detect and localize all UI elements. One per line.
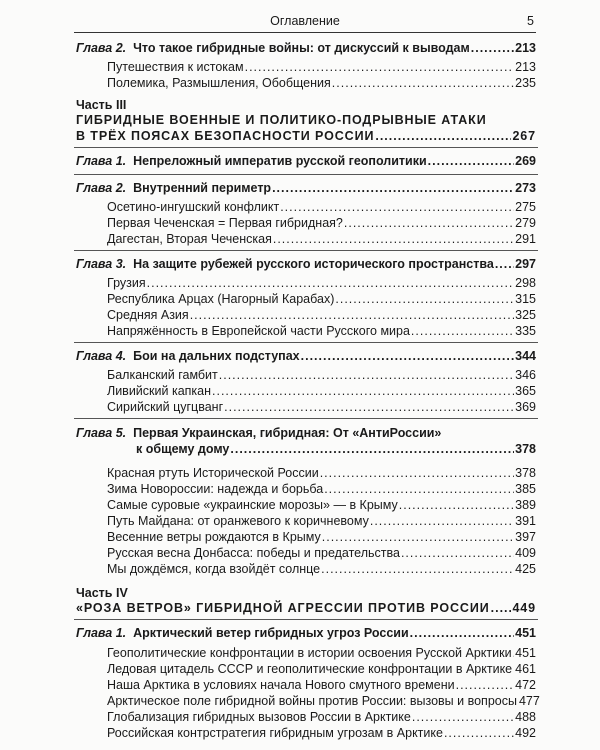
chapter-label: Глава 3. [76, 257, 127, 271]
page-number: 325 [515, 308, 536, 322]
chapter-title: На защите рубежей русского исторического пространства [133, 257, 494, 271]
section-title: Наша Арктика в условиях начала Нового смутного времени [107, 678, 455, 692]
leader-dots [491, 601, 512, 616]
toc-chapter-entry[interactable] [76, 154, 536, 169]
leader-dots [412, 710, 514, 725]
toc-section-entry[interactable] [107, 200, 536, 215]
toc-section-entry[interactable] [107, 726, 536, 741]
section-title: Полемика, Размышления, Обобщения [107, 76, 331, 90]
page-number: 365 [515, 384, 536, 398]
section-title: Мы дождёмся, когда взойдёт солнце [107, 562, 321, 576]
page-number: 297 [515, 257, 536, 271]
page-number: 346 [515, 368, 536, 382]
part-title-line2: В ТРЁХ ПОЯСАХ БЕЗОПАСНОСТИ РОССИИ [76, 129, 375, 143]
toc-section-entry[interactable] [107, 368, 536, 383]
part-title-entry[interactable] [76, 129, 536, 144]
leader-dots [219, 368, 514, 383]
section-title: Ливийский капкан [107, 384, 212, 398]
section-title: Зима Новороссии: надежда и борьба [107, 482, 324, 496]
section-title: Сирийский цугцванг [107, 400, 224, 414]
separator-line [74, 342, 538, 343]
leader-dots [513, 646, 515, 661]
leader-dots [301, 349, 515, 364]
chapter-title: Внутренний периметр [133, 181, 272, 195]
toc-section-entry[interactable] [107, 232, 536, 247]
section-title: Первая Чеченская = Первая гибридная? [107, 216, 343, 230]
section-title: Красная ртуть Исторической России [107, 466, 319, 480]
toc-chapter-entry[interactable] [76, 257, 536, 272]
leader-dots [375, 129, 511, 144]
page-number: 269 [515, 154, 536, 168]
leader-dots [273, 232, 514, 247]
page-number: 344 [515, 349, 536, 363]
leader-dots [399, 498, 514, 513]
leader-dots [272, 181, 514, 196]
toc-chapter-entry[interactable] [76, 349, 536, 364]
toc-section-entry[interactable] [107, 324, 536, 339]
page-number: 409 [515, 546, 536, 560]
leader-dots [332, 76, 514, 91]
leader-dots [456, 678, 515, 693]
separator-line [74, 174, 538, 175]
toc-chapter-entry[interactable] [76, 426, 536, 441]
part-title: «РОЗА ВЕТРОВ» ГИБРИДНОЙ АГРЕССИИ ПРОТИВ РОССИИ [76, 601, 490, 615]
running-header [74, 12, 536, 33]
header-page-number: 5 [527, 14, 534, 28]
leader-dots [324, 482, 514, 497]
section-title: Осетино-ингушский конфликт [107, 200, 280, 214]
leader-dots [245, 60, 515, 75]
toc-section-entry[interactable] [107, 562, 536, 577]
toc-section-entry[interactable] [107, 292, 536, 307]
toc-section-entry[interactable] [107, 710, 536, 725]
toc-section-entry[interactable] [107, 646, 536, 661]
leader-dots [335, 292, 514, 307]
part-label: Часть III [76, 98, 127, 112]
page-number: 385 [515, 482, 536, 496]
page-number: 275 [515, 200, 536, 214]
section-title: Российская контрстратегия гибридным угрозам в Арктике [107, 726, 443, 740]
section-title: Республика Арцах (Нагорный Карабах) [107, 292, 335, 306]
page-number: 477 [518, 694, 540, 708]
leader-dots [212, 384, 514, 399]
toc-section-entry[interactable] [107, 76, 536, 91]
page-number: 235 [515, 76, 536, 90]
section-title: Весенние ветры рождаются в Крыму [107, 530, 321, 544]
page-number: 488 [515, 710, 536, 724]
toc-section-entry[interactable] [107, 530, 536, 545]
leader-dots [428, 154, 514, 169]
section-title: Ледовая цитадель СССР и геополитические конфронтации в Арктике [107, 662, 513, 676]
toc-section-entry[interactable] [107, 466, 536, 481]
toc-section-entry[interactable] [107, 662, 536, 677]
toc-section-entry[interactable] [107, 308, 536, 323]
page-number: 213 [515, 60, 536, 74]
page-number: 472 [515, 678, 536, 692]
page-number: 391 [515, 514, 536, 528]
leader-dots [320, 466, 514, 481]
toc-section-entry[interactable] [107, 546, 536, 561]
separator-line [74, 619, 538, 620]
toc-section-entry[interactable] [107, 694, 540, 709]
leader-dots [344, 216, 514, 231]
page-number: 213 [515, 41, 536, 55]
chapter-title-line1: Первая Украинская, гибридная: От «АнтиРоссии» [133, 426, 442, 440]
section-title: Путешествия к истокам [107, 60, 244, 74]
page-number: 298 [515, 276, 536, 290]
page-number: 389 [515, 498, 536, 512]
leader-dots [224, 400, 514, 415]
toc-section-entry[interactable] [107, 216, 536, 231]
section-title: Глобализация гибридных вызовов России в Арктике [107, 710, 411, 724]
page-number: 397 [515, 530, 536, 544]
leader-dots [230, 442, 514, 457]
part-title-line1: ГИБРИДНЫЕ ВОЕННЫЕ И ПОЛИТИКО-ПОДРЫВНЫЕ АТАКИ [76, 113, 487, 127]
page-number: 267 [512, 129, 536, 143]
chapter-title: Арктический ветер гибридных угроз России [133, 626, 409, 640]
page-number: 335 [515, 324, 536, 338]
toc-chapter-entry-continued[interactable] [136, 442, 536, 457]
toc-section-entry[interactable] [107, 514, 536, 529]
section-title: Геополитические конфронтации в истории освоения Русской Арктики [107, 646, 512, 660]
leader-dots [410, 626, 514, 641]
page-number: 369 [515, 400, 536, 414]
leader-dots [280, 200, 514, 215]
chapter-title: Бои на дальних подступах [133, 349, 300, 363]
toc-section-entry[interactable] [107, 498, 536, 513]
section-title: Балканский гамбит [107, 368, 218, 382]
separator-line [74, 418, 538, 419]
page-number: 378 [515, 466, 536, 480]
chapter-label: Глава 1. [76, 154, 127, 168]
part-title-entry[interactable] [76, 601, 536, 616]
leader-dots [411, 324, 514, 339]
toc-chapter-entry[interactable] [76, 41, 536, 56]
toc-section-entry[interactable] [107, 678, 536, 693]
page-number: 291 [515, 232, 536, 246]
page-number: 378 [515, 442, 536, 456]
section-title: Средняя Азия [107, 308, 189, 322]
section-title: Русская весна Донбасса: победы и предательства [107, 546, 400, 560]
chapter-label: Глава 4. [76, 349, 127, 363]
part-title-line[interactable] [76, 113, 536, 128]
toc-section-entry[interactable] [107, 482, 536, 497]
leader-dots [401, 546, 514, 561]
page-number: 449 [512, 601, 536, 615]
toc-chapter-entry[interactable] [76, 626, 536, 641]
leader-dots [513, 662, 514, 677]
chapter-title: Непреложный императив русской геополитики [133, 154, 427, 168]
leader-dots [321, 562, 514, 577]
chapter-title-line2: к общему дому [136, 442, 230, 456]
chapter-label: Глава 1. [76, 626, 127, 640]
leader-dots [322, 530, 514, 545]
page-number: 461 [515, 662, 536, 676]
chapter-label: Глава 5. [76, 426, 127, 440]
page-number: 492 [515, 726, 536, 740]
leader-dots [370, 514, 514, 529]
toc-section-entry[interactable] [107, 60, 536, 75]
toc-section-entry[interactable] [107, 276, 536, 291]
separator-line [74, 147, 538, 148]
leader-dots [444, 726, 514, 741]
section-title: Самые суровые «украинские морозы» — в Крыму [107, 498, 398, 512]
chapter-title: Что такое гибридные войны: от дискуссий к выводам [133, 41, 470, 55]
section-title: Напряжённость в Европейской части Русского мира [107, 324, 410, 338]
leader-dots [471, 41, 514, 56]
page-number: 451 [515, 626, 536, 640]
toc-section-entry[interactable] [107, 384, 536, 399]
section-title: Путь Майдана: от оранжевого к коричневому [107, 514, 369, 528]
page-number: 279 [515, 216, 536, 230]
section-title: Грузия [107, 276, 146, 290]
section-title: Арктическое поле гибридной войны против России: вызовы и вопросы [107, 694, 517, 708]
toc-chapter-entry[interactable] [76, 181, 536, 196]
separator-line [74, 250, 538, 251]
page-number: 315 [515, 292, 536, 306]
leader-dots [147, 276, 515, 291]
page-number: 425 [515, 562, 536, 576]
page-number: 273 [515, 181, 536, 195]
toc-section-entry[interactable] [107, 400, 536, 415]
chapter-label: Глава 2. [76, 181, 127, 195]
page-number: 451 [515, 646, 536, 660]
chapter-label: Глава 2. [76, 41, 127, 55]
section-title: Дагестан, Вторая Чеченская [107, 232, 272, 246]
part-label: Часть IV [76, 586, 128, 600]
leader-dots [495, 257, 514, 272]
leader-dots [190, 308, 514, 323]
header-title: Оглавление [270, 14, 340, 28]
